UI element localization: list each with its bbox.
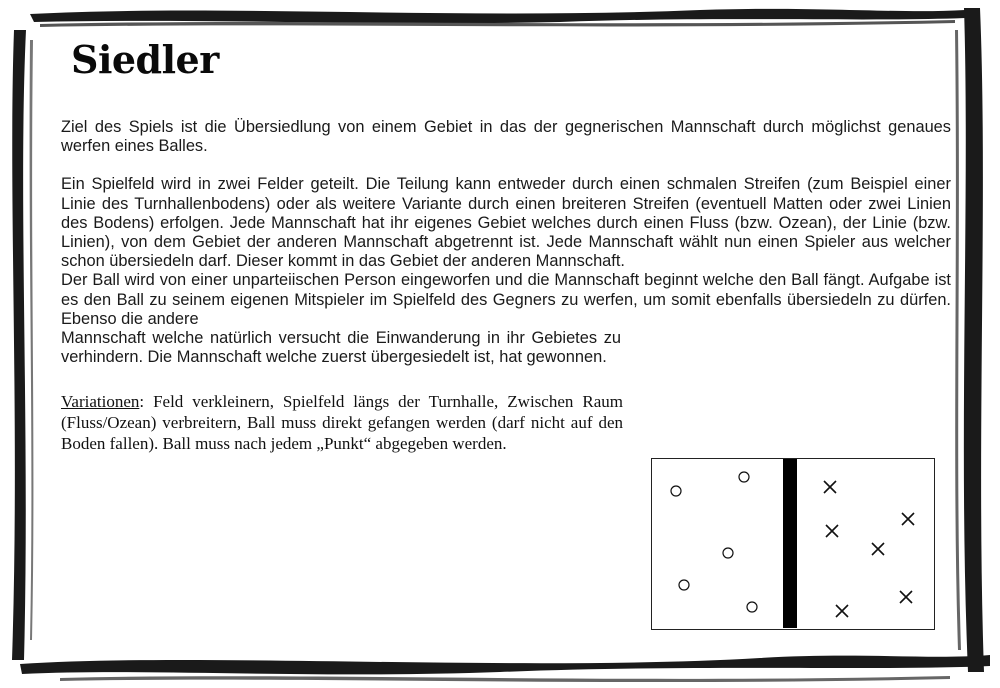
cross-player-marker <box>902 513 914 525</box>
cross-player-marker <box>836 605 848 617</box>
cross-player-marker <box>872 543 884 555</box>
circle-player-marker <box>679 580 689 590</box>
cross-player-marker <box>824 481 836 493</box>
frame-right-stroke-thin <box>955 30 961 650</box>
frame-bottom-stroke <box>20 655 990 674</box>
frame-left-stroke <box>12 30 26 660</box>
variations-label: Variationen <box>61 392 140 412</box>
field-diagram-svg <box>652 459 933 628</box>
paragraph-rules-continued: Mannschaft welche natürlich versucht die Einwanderung in ihr Gebietes zu verhindern. Die Mannschaft welche zuerst übergesiedelt ist, hat gewonnen. <box>61 329 621 367</box>
page-title: Siedler <box>71 37 219 82</box>
circle-player-marker <box>747 602 757 612</box>
paragraph-goal: Ziel des Spiels ist die Übersiedlung von einem Gebiet in das der gegnerischen Mannschaft durch möglichst genaues werfen eines Balles. <box>61 118 951 156</box>
document-content <box>61 38 951 454</box>
field-diagram <box>651 458 935 630</box>
left-team-group <box>671 472 757 612</box>
variations-text: : Feld verkleinern, Spielfeld längs der Turnhalle, Zwischen Raum (Fluss/Ozean) verbreitern, Ball muss direkt gefangen werden (darf nicht auf den Boden fallen). Ball muss nach jedem „Punkt“ abgegeben werden. <box>61 392 623 454</box>
lower-text-column <box>61 329 621 454</box>
frame-left-stroke-thin <box>30 40 34 640</box>
circle-player-marker <box>723 548 733 558</box>
cross-player-marker <box>826 525 838 537</box>
paragraph-rules: Der Ball wird von einer unparteiischen Person eingeworfen und die Mannschaft beginnt welche den Ball fängt. Aufgabe ist es den Ball zu seinem eigenen Mitspieler im Spielfeld des Gegners zu werfen, um somit ebenfalls übersiedeln zu dürfen. Ebenso die andere <box>61 271 951 328</box>
frame-bottom-stroke-thin <box>60 676 950 682</box>
right-team-group <box>824 481 914 617</box>
circle-player-marker <box>671 486 681 496</box>
frame-right-stroke <box>964 8 984 672</box>
circle-player-marker <box>739 472 749 482</box>
field-divider-river <box>783 459 797 628</box>
paragraph-setup: Ein Spielfeld wird in zwei Felder geteilt. Die Teilung kann entweder durch einen schmalen Streifen (zum Beispiel einer Linie des Turnhallenbodens) oder als weitere Variante durch einen breiteren Streifen (eventuell Matten oder zwei Linien des Bodens) erfolgen. Jede Mannschaft hat ihr eigenes Gebiet welches durch einen Fluss (bzw. Ozean), der Linie (bzw. Linien), von dem Gebiet der anderen Mannschaft abgetrennt ist. Jede Mannschaft wählt nun einen Spieler aus welcher schon übersiedeln darf. Dieser kommt in das Gebiet der anderen Mannschaft. <box>61 175 951 271</box>
variations-paragraph <box>61 391 623 454</box>
frame-top-stroke <box>30 9 965 23</box>
cross-player-marker <box>900 591 912 603</box>
